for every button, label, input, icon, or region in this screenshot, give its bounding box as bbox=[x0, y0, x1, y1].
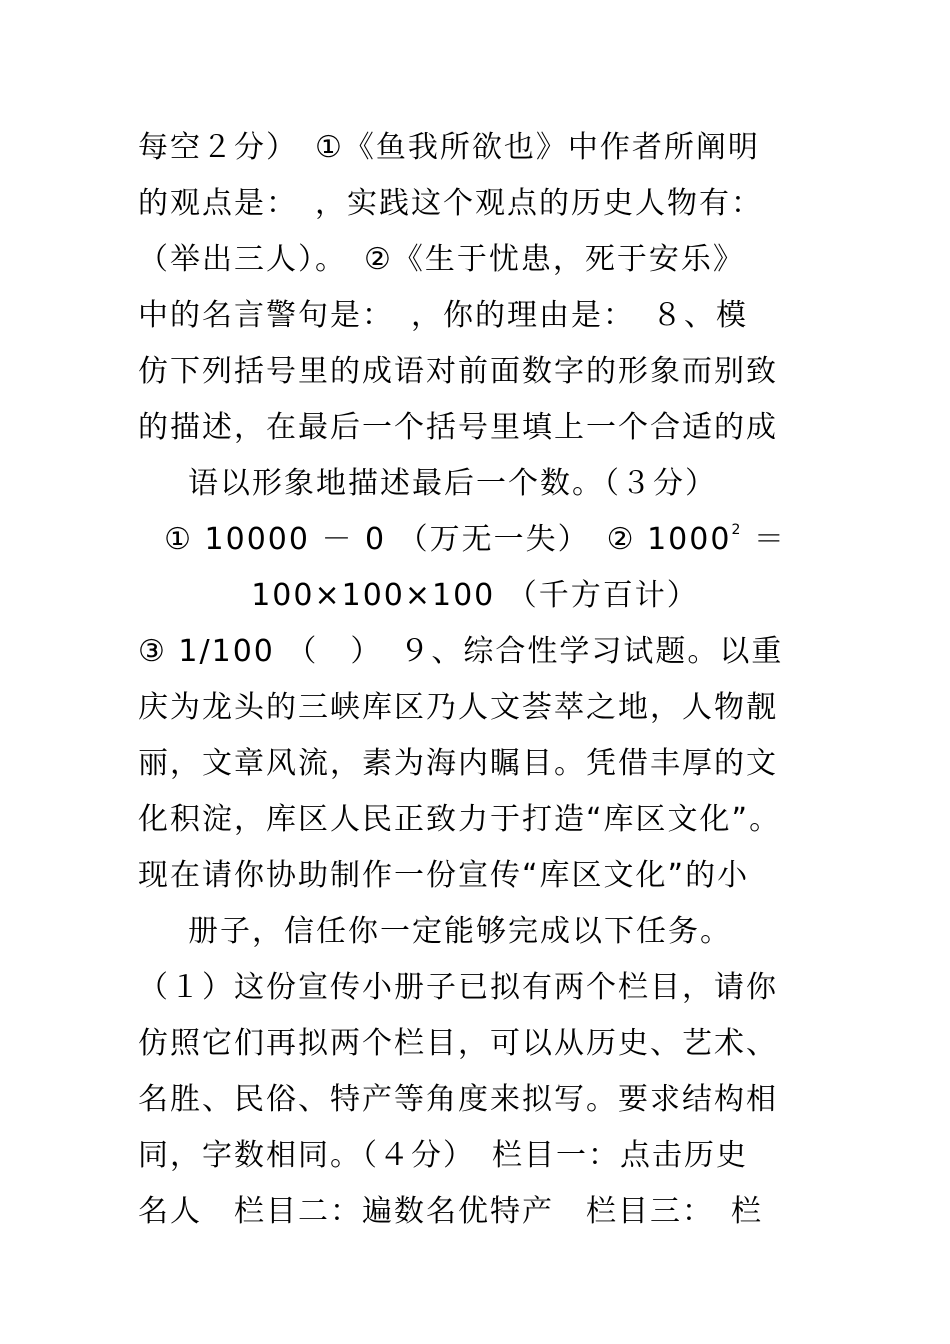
text-line-9: 100×100×100 （千方百计） bbox=[251, 578, 699, 613]
text-line-7: 语以形象地描述最后一个数。（３分） bbox=[188, 466, 717, 501]
text-line-5: 仿下列括号里的成语对前面数字的形象而别致 bbox=[138, 354, 778, 389]
text-line-13: 化积淀，库区人民正致力于打造“库区文化”。 bbox=[138, 802, 782, 837]
text-line-19: 同，字数相同。（４分） 栏目一：点击历史 bbox=[138, 1138, 748, 1173]
text-line-15: 册子，信任你一定能够完成以下任务。 bbox=[188, 914, 732, 949]
text-line-3: （举出三人）。 ②《生于忧患，死于安乐》 bbox=[138, 242, 745, 277]
text-line-10: ③ 1/100 （ ） ９、综合性学习试题。以重 bbox=[138, 634, 784, 669]
text-line-6: 的描述，在最后一个括号里填上一个合适的成 bbox=[138, 410, 778, 445]
text-line-17: 仿照它们再拟两个栏目，可以从历史、艺术、 bbox=[138, 1026, 778, 1061]
math-example-line bbox=[0, 520, 950, 560]
equals-sign: ＝ bbox=[742, 522, 786, 557]
superscript-two: 2 bbox=[731, 522, 743, 538]
text-line-1: 每空２分） ①《鱼我所欲也》中作者所阐明 bbox=[138, 130, 760, 165]
text-line-12: 丽，文章风流，素为海内瞩目。凭借丰厚的文 bbox=[138, 746, 778, 781]
text-line-16: （１）这份宣传小册子已拟有两个栏目，请你 bbox=[138, 970, 778, 1005]
text-line-14: 现在请你协助制作一份宣传“库区文化”的小 bbox=[138, 858, 750, 893]
math-example-text: ① 10000 － 0 （万无一失） ② 1000 bbox=[164, 522, 732, 557]
text-line-18: 名胜、民俗、特产等角度来拟写。要求结构相 bbox=[138, 1082, 778, 1117]
text-line-20: 名人 栏目二：遍数名优特产 栏目三： 栏 bbox=[138, 1194, 763, 1229]
text-line-11: 庆为龙头的三峡库区乃人文荟萃之地，人物靓 bbox=[138, 690, 778, 725]
text-line-2: 的观点是： ，实践这个观点的历史人物有： bbox=[138, 186, 763, 221]
text-line-4: 中的名言警句是： ，你的理由是： ８、模 bbox=[138, 298, 748, 333]
